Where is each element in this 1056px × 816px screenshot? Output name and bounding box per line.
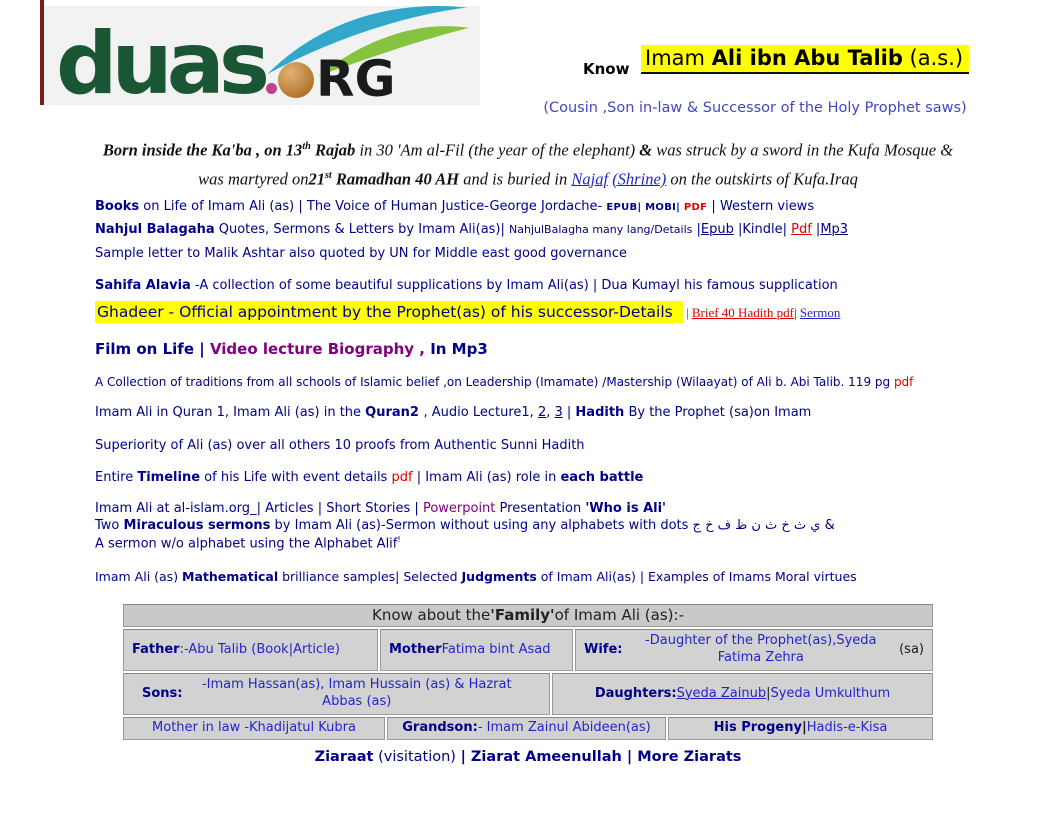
grandson-cell	[387, 717, 666, 740]
link-segment[interactable]: Western views	[719, 199, 815, 214]
alif-sermon-line	[95, 535, 401, 551]
text-segment: |	[801, 720, 807, 736]
text-segment: !	[397, 535, 401, 544]
daughters-cell	[552, 673, 933, 715]
logo-word: duas	[56, 14, 265, 115]
link-segment[interactable]: MOBI	[645, 202, 677, 213]
text-segment: of Imam Ali(as) | Examples of Imams	[536, 569, 775, 584]
text-segment: of his Life with event details	[200, 470, 392, 485]
sahifa-alavia-line	[95, 278, 838, 293]
text-segment: also quoted by UN for Middle east good governance	[284, 246, 627, 261]
father-cell	[123, 629, 378, 671]
progeny-cell	[668, 717, 933, 740]
link-segment[interactable]: Book	[256, 641, 289, 657]
logo-dot-icon	[266, 83, 277, 94]
superiority-line	[95, 438, 585, 453]
books-line	[95, 199, 814, 214]
link-segment[interactable]: ي ث خ ث ن ظ ف خ ج	[692, 518, 821, 533]
logo-globe-icon	[278, 62, 314, 98]
text-segment: on Life of Imam Ali (as) |	[139, 199, 307, 214]
text-segment: 21	[308, 169, 325, 188]
page-title-link[interactable]	[641, 46, 969, 70]
mathematical-line	[95, 569, 857, 584]
sons-cell	[123, 673, 550, 715]
wife-cell	[575, 629, 933, 671]
text-segment: |	[288, 641, 294, 657]
link-segment[interactable]: In Mp3	[430, 340, 488, 358]
text-segment: By the Prophet (sa)on Imam	[624, 405, 812, 420]
family-table-title	[123, 604, 933, 627]
text-segment: |	[621, 749, 638, 765]
text-segment: Presentation	[495, 501, 586, 516]
text-segment: _|	[250, 501, 266, 516]
link-segment[interactable]: Quran2	[365, 405, 424, 420]
text-segment: |	[562, 405, 576, 420]
ziaraat-links-line	[0, 749, 1056, 765]
najaf-link[interactable]: Najaf	[571, 169, 609, 188]
link-segment[interactable]: Epub	[700, 222, 734, 237]
text-segment: th	[302, 141, 311, 152]
link-segment[interactable]: -Imam Hassan(as), Imam Hussain (as) & Hazrat Abbas (as)	[201, 677, 512, 709]
text-segment: Daughters:	[594, 685, 677, 701]
text-segment: |	[692, 222, 701, 237]
link-segment[interactable]: EPUB	[606, 202, 638, 213]
text-segment: -A collection of some beautiful supplications by Imam Ali(as) |	[190, 278, 602, 293]
link-segment[interactable]: Imam Ali at al-islam.org	[95, 501, 251, 516]
malik-ashtar-line	[95, 246, 627, 261]
family-row-2	[123, 673, 933, 715]
intro-line-1	[80, 134, 976, 163]
link-segment[interactable]: More Ziarats	[637, 749, 742, 765]
text-segment: Grandson:	[402, 720, 478, 736]
link-segment[interactable]: Moral virtues	[774, 569, 857, 584]
link-segment[interactable]: Timeline	[137, 470, 201, 485]
text-segment: 'Family'	[490, 605, 555, 624]
text-segment: | Imam Ali (as) role in	[412, 470, 561, 485]
link-segment[interactable]: pdf	[391, 470, 413, 485]
link-segment[interactable]: Brief 40 Hadith pdf	[691, 305, 795, 320]
link-segment[interactable]: Sample letter to Malik Ashtar	[95, 246, 285, 261]
link-segment[interactable]: Article	[293, 641, 335, 657]
link-segment[interactable]: 3	[554, 405, 563, 420]
link-segment[interactable]: Sermon	[799, 305, 841, 320]
alislam-line	[95, 501, 666, 516]
traditions-collection-line	[95, 375, 913, 389]
ghadeer-side-links	[683, 303, 841, 321]
link-segment[interactable]: Fatima bint Asad	[441, 641, 551, 657]
text-segment: |	[707, 199, 720, 214]
text-segment: &	[639, 140, 657, 160]
text-segment: &	[820, 518, 835, 533]
know-label: Know	[583, 60, 630, 78]
text-segment: Rajab	[310, 140, 360, 160]
link-segment[interactable]: Quotes, Sermons & Letters by Imam Ali(as)	[214, 222, 501, 237]
link-segment[interactable]: NahjulBalagha many lang/Details	[509, 223, 693, 236]
text-segment: |	[811, 222, 821, 237]
link-segment[interactable]: Syeda Umkulthum	[770, 685, 891, 701]
text-segment: Father	[132, 641, 180, 657]
intro-paragraph	[80, 134, 976, 191]
logo-left-bar	[40, 0, 44, 105]
text-segment: )	[334, 641, 340, 657]
link-segment[interactable]: Film on Life	[95, 340, 194, 358]
text-segment: Ramadhan 40 AH	[331, 169, 464, 188]
link-segment[interactable]: Hadith	[575, 405, 625, 420]
text-segment: brilliance samples	[278, 569, 396, 584]
text-segment: Wife:	[584, 641, 623, 657]
text-segment: |	[313, 501, 327, 516]
miraculous-sermons-line	[95, 518, 835, 533]
link-segment[interactable]: 'Who is Ali'	[585, 501, 667, 516]
link-segment[interactable]: Mp3	[820, 222, 849, 237]
text-segment: |	[410, 501, 423, 516]
link-segment[interactable]: His Progeny	[713, 720, 802, 736]
film-line	[95, 340, 488, 358]
link-segment[interactable]: Ziaraat	[314, 749, 374, 765]
text-segment: by Imam Ali (as)-Sermon without using any alphabets with dots	[270, 518, 693, 533]
text-segment: Sons:	[142, 685, 183, 701]
link-segment[interactable]: Ziarat Ameenullah	[470, 749, 622, 765]
link-segment[interactable]: PDF	[683, 202, 708, 213]
link-segment[interactable]: Syeda Zainub	[676, 685, 767, 701]
text-segment: :-Abu Talib (	[179, 641, 257, 657]
text-segment: of Imam Ali (as):-	[554, 605, 684, 624]
shrine-link[interactable]: (Shrine)	[612, 169, 667, 188]
text-segment: (sa)	[899, 641, 924, 657]
link-segment[interactable]: Short Stories	[326, 501, 411, 516]
text-segment: |	[733, 222, 743, 237]
family-table	[123, 604, 933, 742]
link-segment[interactable]: Dua Kumayl his famous supplication	[601, 278, 838, 293]
link-segment[interactable]: Nahjul Balagaha	[95, 222, 215, 237]
text-segment: (visitation)	[373, 749, 461, 765]
text-segment: |	[676, 202, 684, 213]
logo-suffix: RG	[316, 50, 396, 108]
link-segment[interactable]: Ghadeer - Official appointment by the Prophet(as) of his successor-Details	[95, 301, 683, 323]
link-segment[interactable]: Imam Ali in Quran 1	[95, 405, 225, 420]
text-segment: | Selected	[395, 569, 462, 584]
link-segment[interactable]: Mother in law -Khadijatul Kubra	[152, 720, 356, 736]
text-segment: Know about the	[372, 605, 491, 624]
text-segment: , Imam Ali (as) in the	[224, 405, 366, 420]
link-segment[interactable]: 2	[537, 405, 547, 420]
page-title	[641, 45, 969, 74]
link-segment[interactable]: Pdf	[791, 222, 812, 237]
link-segment[interactable]: Sahifa Alavia	[95, 278, 191, 293]
page-subtitle: (Cousin ,Son in-law & Successor of the Holy Prophet saws)	[543, 100, 967, 116]
family-row-3	[123, 717, 933, 740]
intro-line-2	[80, 163, 976, 192]
text-segment: Ali ibn Abu Talib	[711, 46, 903, 70]
logo-wordmark	[56, 14, 396, 115]
link-segment[interactable]: Powerpoint	[422, 501, 496, 516]
mother-cell	[380, 629, 573, 671]
link-segment[interactable]: A Collection of traditions from all schools of Islamic belief ,on Leadership (Imamate) /Mastership (Wilaayat) of Ali b. Abi Talib. 119 pg	[95, 375, 894, 389]
text-segment: |	[782, 222, 792, 237]
text-segment: Born inside the Ka'ba , on 13	[102, 140, 303, 160]
link-segment[interactable]: Mathematical	[182, 569, 279, 584]
family-row-1	[123, 629, 933, 671]
text-segment: was martyred on	[198, 169, 309, 188]
text-segment: |	[794, 305, 800, 320]
text-segment: |	[460, 749, 471, 765]
text-segment: Mother	[389, 641, 442, 657]
link-segment[interactable]: A sermon w/o alphabet using the Alphabet Alif	[95, 536, 398, 552]
link-segment[interactable]: The Voice of Human Justice-George Jordache-	[306, 199, 607, 214]
link-segment[interactable]: Video lecture Biography ,	[209, 340, 431, 358]
timeline-line	[95, 470, 643, 485]
text-segment: |	[766, 685, 771, 701]
text-segment: Imam	[645, 46, 712, 70]
link-segment[interactable]: Miraculous sermons	[123, 518, 271, 533]
text-segment: |	[500, 222, 510, 237]
text-segment: , Audio Lecture1,	[423, 405, 538, 420]
link-segment[interactable]: Superiority of Ali (as) over all others 10 proofs from Authentic Sunni Hadith	[95, 438, 585, 453]
link-segment[interactable]: Articles	[265, 501, 314, 516]
text-segment: on the outskirts of Kufa.Iraq	[666, 169, 858, 188]
text-segment: |	[194, 340, 210, 358]
link-segment[interactable]: - Imam Zainul Abideen(as)	[477, 720, 651, 736]
text-segment: (a.s.)	[902, 46, 964, 70]
text-segment: and is buried in	[463, 169, 572, 188]
link-segment[interactable]: Judgments	[461, 569, 537, 584]
text-segment: in 30 'Am al-Fil (the year of the elephant)	[359, 140, 640, 160]
text-segment: ,	[546, 405, 555, 420]
family-header-row	[123, 604, 933, 627]
quran-hadith-line	[95, 405, 811, 420]
duas-logo[interactable]	[44, 6, 480, 115]
text-segment: Entire	[95, 470, 138, 485]
text-segment: |	[682, 305, 692, 320]
text-segment: st	[324, 169, 332, 181]
text-segment: Imam Ali (as)	[95, 569, 183, 584]
nahjul-balagaha-line	[95, 222, 848, 237]
ghadeer-highlight	[95, 301, 683, 323]
link-segment[interactable]: Hadis-e-Kisa	[806, 720, 888, 736]
mother-in-law-cell	[123, 717, 385, 740]
link-segment[interactable]: Kindle	[742, 222, 783, 237]
books-link[interactable]: Books	[95, 199, 140, 214]
link-segment[interactable]: each battle	[560, 470, 644, 485]
text-segment: Two	[95, 518, 124, 533]
link-segment[interactable]: pdf	[893, 375, 914, 389]
ghadeer-line	[95, 303, 840, 321]
text-segment: was struck by a sword in the Kufa Mosque &	[656, 140, 954, 160]
link-segment[interactable]: -Daughter of the Prophet(as),Syeda Fatima Zehra	[645, 633, 877, 665]
text-segment: |	[637, 202, 646, 213]
